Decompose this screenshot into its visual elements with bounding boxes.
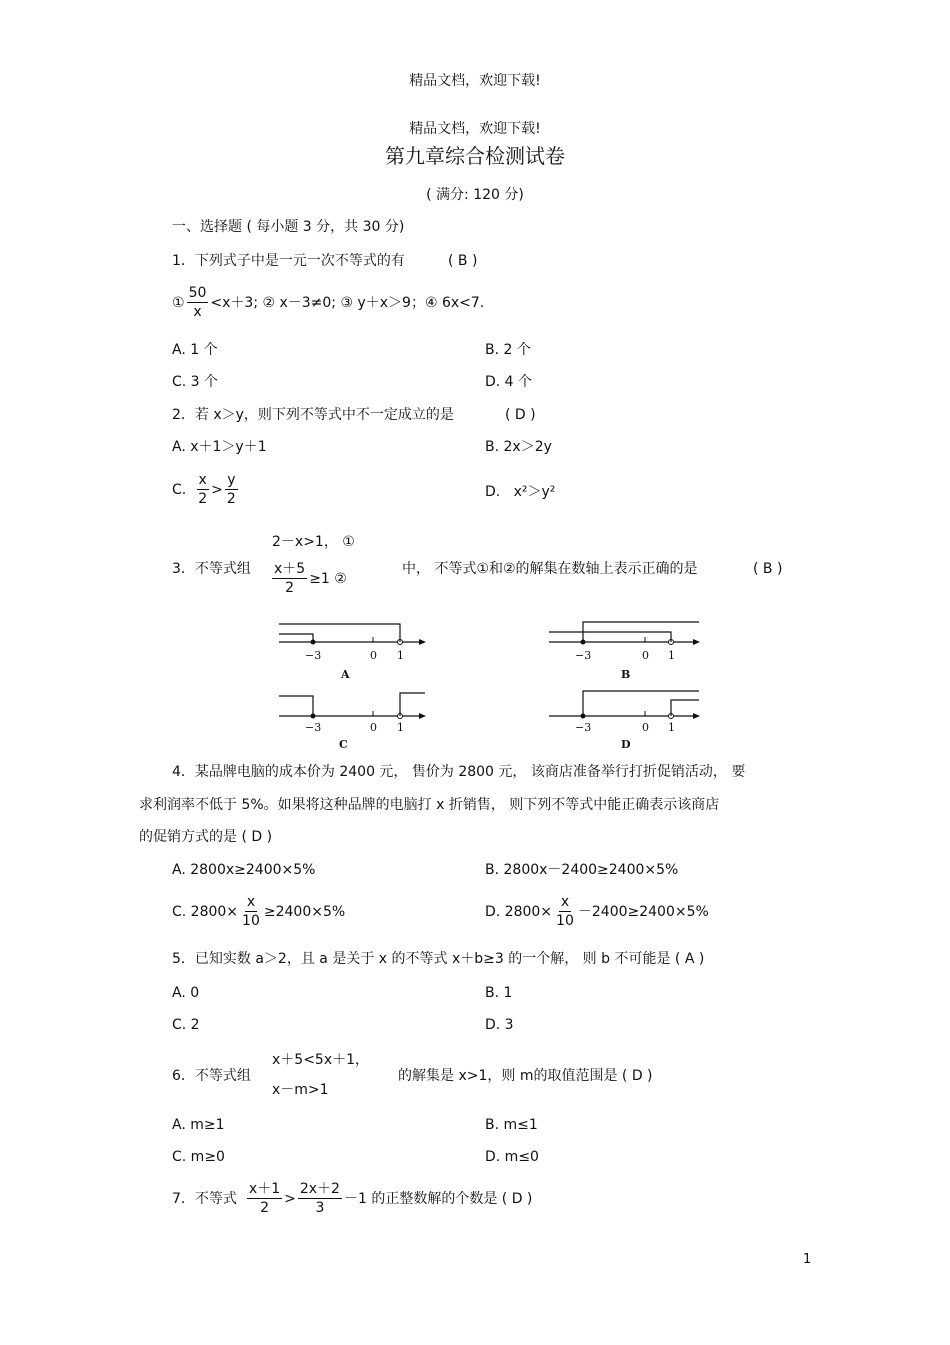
q4-c-prefix: C. 2800×: [172, 903, 239, 920]
q2-c-den-y: 2: [226, 490, 236, 507]
q2-c-num-y: y: [227, 472, 236, 488]
q1-option-a: A. 1 个: [172, 342, 218, 358]
q3-system-line1: 2－x>1， ①: [272, 534, 355, 550]
page-title: 第九章综合检测试卷: [385, 144, 565, 168]
q6-question-text: 的解集是 x>1，则 m的取值范围是 ( D ): [398, 1068, 653, 1084]
q2-answer: ( D ): [505, 407, 536, 423]
q4-option-c: [172, 895, 345, 928]
page-number: 1: [803, 1252, 812, 1267]
q4-c-rest: ≥2400×5%: [263, 903, 346, 920]
q6-option-b: B. m≤1: [485, 1117, 538, 1133]
q1-option-c: C. 3 个: [172, 374, 219, 390]
q6-option-c: C. m≥0: [172, 1149, 225, 1165]
q3-answer: ( B ): [753, 561, 783, 577]
q1-option-d: D. 4 个: [485, 374, 533, 390]
q1-fraction: [187, 286, 209, 319]
q4-d-fraction: [554, 895, 576, 928]
q2-c-num-x: x: [198, 472, 207, 488]
q4-d-num: x: [560, 894, 570, 910]
number-line-figure: [277, 620, 703, 752]
q1-option-b: B. 2 个: [485, 342, 531, 358]
q4-c-num: x: [246, 894, 256, 910]
q3-question-text: 中， 不等式①和②的解集在数轴上表示正确的是: [402, 561, 698, 577]
q2-option-d-label: D.: [485, 484, 501, 500]
q2-c-op: >: [211, 481, 223, 498]
q5-option-c: C. 2: [172, 1017, 200, 1033]
option-label-a: A: [341, 668, 350, 681]
q2-c-frac-y: [225, 473, 238, 506]
q5-option-d: D. 3: [485, 1017, 514, 1033]
q1-stem: 1．下列式子中是一元一次不等式的有: [172, 253, 405, 269]
tick-label-1: 1: [397, 721, 404, 734]
q4-d-rest: －2400≥2400×5%: [577, 903, 709, 920]
q2-option-a: A. x＋1＞y＋1: [172, 439, 267, 455]
q2-c-frac-x: [196, 473, 209, 506]
q4-option-b: B. 2800x－2400≥2400×5%: [485, 862, 679, 878]
q1-answer: ( B ): [448, 253, 478, 269]
q1-fraction-den: x: [193, 303, 202, 320]
q3-fraction: [272, 562, 307, 595]
q1-fraction-num: 50: [188, 285, 207, 301]
q1-circle-one: ①: [172, 294, 185, 311]
q4-line3: 的促销方式的是 ( D ): [139, 829, 273, 845]
tick-label-neg3: −3: [575, 721, 592, 734]
q3-fraction-rest: ≥1 ②: [309, 570, 347, 587]
q2-option-c-label: C.: [172, 481, 187, 498]
q1-expressions: [172, 286, 484, 319]
option-label-b: B: [621, 668, 631, 681]
watermark-second: 精品文档，欢迎下载!: [409, 121, 541, 137]
q2-option-d: [485, 485, 555, 499]
q6-system-line1: x＋5<5x＋1，: [272, 1052, 370, 1068]
q7-right-num: 2x＋2: [299, 1181, 340, 1197]
q2-c-den-x: 2: [198, 490, 208, 507]
q5-option-b: B. 1: [485, 985, 513, 1001]
q7-fraction-left: [247, 1182, 282, 1215]
tick-label-0: 0: [370, 649, 377, 662]
option-label-c: C: [339, 738, 348, 751]
q4-line1: 4．某品牌电脑的成本价为 2400 元， 售价为 2800 元， 该商店准备举行打折促销活动， 要: [172, 764, 746, 780]
watermark-top: 精品文档，欢迎下载!: [409, 73, 541, 89]
tick-label-1: 1: [397, 649, 404, 662]
q7-op: >: [284, 1190, 296, 1207]
q4-d-den: 10: [556, 912, 574, 929]
q7-left-num: x＋1: [248, 1181, 281, 1197]
q7-prefix: 7．不等式: [172, 1190, 237, 1207]
q4-c-den: 10: [242, 912, 260, 929]
q4-option-d: [485, 895, 709, 928]
q6-option-d: D. m≤0: [485, 1149, 539, 1165]
q2-option-d-expr: x²＞y²: [513, 484, 556, 500]
q5-option-a: A. 0: [172, 985, 200, 1001]
tick-label-1: 1: [668, 721, 675, 734]
section-heading: 一、选择题 ( 每小题 3 分，共 30 分): [172, 219, 405, 235]
tick-label-0: 0: [642, 649, 649, 662]
q7-stem: [172, 1182, 532, 1215]
tick-label-0: 0: [642, 721, 649, 734]
q3-fraction-num: x＋5: [274, 561, 306, 577]
q2-option-b: B. 2x＞2y: [485, 439, 552, 455]
q6-prefix: 6．不等式组: [172, 1068, 251, 1084]
q3-prefix: 3．不等式组: [172, 561, 251, 577]
q7-left-den: 2: [260, 1199, 269, 1216]
q7-fraction-right: [298, 1182, 342, 1215]
q6-system-line2: x－m>1: [272, 1082, 329, 1098]
tick-label-0: 0: [370, 721, 377, 734]
q2-option-c: [172, 473, 240, 506]
q7-right-den: 3: [315, 1199, 325, 1216]
q4-d-prefix: D. 2800×: [485, 903, 553, 920]
number-line-c: [279, 693, 426, 751]
q6-option-a: A. m≥1: [172, 1117, 225, 1133]
tick-label-1: 1: [668, 649, 675, 662]
q4-line2: 求利润率不低于 5%。如果将这种品牌的电脑打 x 折销售， 则下列不等式中能正确表示该商店: [139, 797, 720, 813]
number-line-d: [549, 691, 700, 751]
q4-c-fraction: [240, 895, 262, 928]
q3-fraction-den: 2: [285, 579, 295, 596]
number-line-a: [279, 624, 426, 681]
q2-stem: 2．若 x＞y，则下列不等式中不一定成立的是: [172, 407, 454, 423]
q3-system-line2: [270, 562, 347, 595]
q4-option-a: A. 2800x≥2400×5%: [172, 862, 316, 878]
tick-label-neg3: −3: [305, 721, 322, 734]
number-line-b: [549, 622, 700, 681]
tick-label-neg3: −3: [575, 649, 592, 662]
option-label-d: D: [621, 738, 631, 751]
q7-rest: －1 的正整数解的个数是 ( D ): [343, 1190, 533, 1207]
score-note: ( 满分: 120 分): [426, 187, 524, 203]
q5-stem: 5．已知实数 a＞2，且 a 是关于 x 的不等式 x＋b≥3 的一个解， 则 b 不可能是 ( A ): [172, 951, 705, 967]
tick-label-neg3: −3: [305, 649, 322, 662]
q1-expression-rest: <x＋3; ② x－3≠0; ③ y＋x＞9；④ 6x<7.: [210, 294, 485, 311]
